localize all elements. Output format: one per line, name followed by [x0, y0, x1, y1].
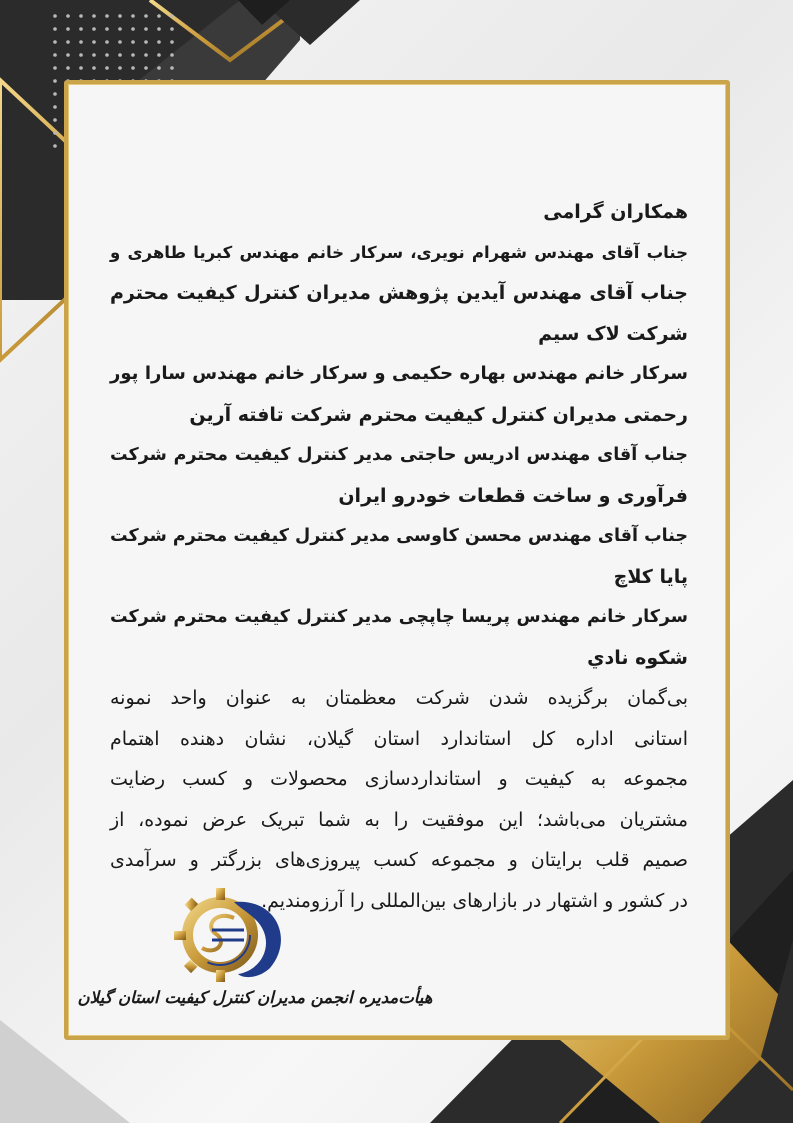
recipient-line: سرکار خانم مهندس بهاره حکیمی و سرکار خانم مهندس سارا پور	[110, 363, 688, 384]
recipient-line: جناب آقای مهندس آیدین پژوهش مدیران کنترل کیفیت محترم	[110, 282, 688, 304]
recipient-line: جناب آقای مهندس محسن کاوسی مدیر کنترل کیفیت محترم شرکت	[110, 526, 688, 546]
body-line: صمیم قلب برایتان و مجموعه کسب پیروزی‌های بزرگتر و سرآمدی	[110, 849, 688, 871]
recipient-line: جناب آقای مهندس ادریس حاجتی مدیر کنترل کیفیت محترم شرکت	[110, 445, 688, 465]
recipient-line: شرکت لاک سیم	[538, 322, 688, 345]
recipient-line: جناب آقای مهندس شهرام نویری، سرکار خانم مهندس کبریا طاهری و	[110, 242, 688, 262]
association-logo	[172, 880, 302, 990]
signature: هیأت‌مدیره انجمن مدیران کنترل کیفیت استان گیلان	[77, 988, 433, 1007]
letter-body	[110, 192, 688, 921]
body-line: در کشور و اشتهار در بازارهای بین‌المللی را آرزومندیم.	[261, 889, 688, 912]
body-line: استانی اداره کل استاندارد استان گیلان، نشان دهنده اهتمام	[110, 727, 688, 750]
recipient-line: سرکار خانم مهندس پریسا چاپچی مدیر کنترل کیفیت محترم شرکت	[110, 607, 688, 627]
greeting: همکاران گرامی	[543, 201, 688, 223]
recipient-line: رحمتی مدیران کنترل کیفیت محترم شرکت تافته آرین	[189, 403, 688, 426]
recipient-line: پایا کلاچ	[613, 565, 688, 588]
body-line: مشتریان می‌باشد؛ این موفقیت را به شما تبریک عرض نموده، از	[110, 808, 688, 831]
recipient-line: شکوه نادي	[587, 646, 688, 669]
body-line: مجموعه به کیفیت و استانداردسازی محصولات و کسب رضایت	[110, 768, 688, 790]
recipient-line: فرآوری و ساخت قطعات خودرو ایران	[338, 484, 688, 507]
body-line: بی‌گمان برگزیده شدن شرکت معظمتان به عنوان واحد نمونه	[110, 687, 688, 709]
